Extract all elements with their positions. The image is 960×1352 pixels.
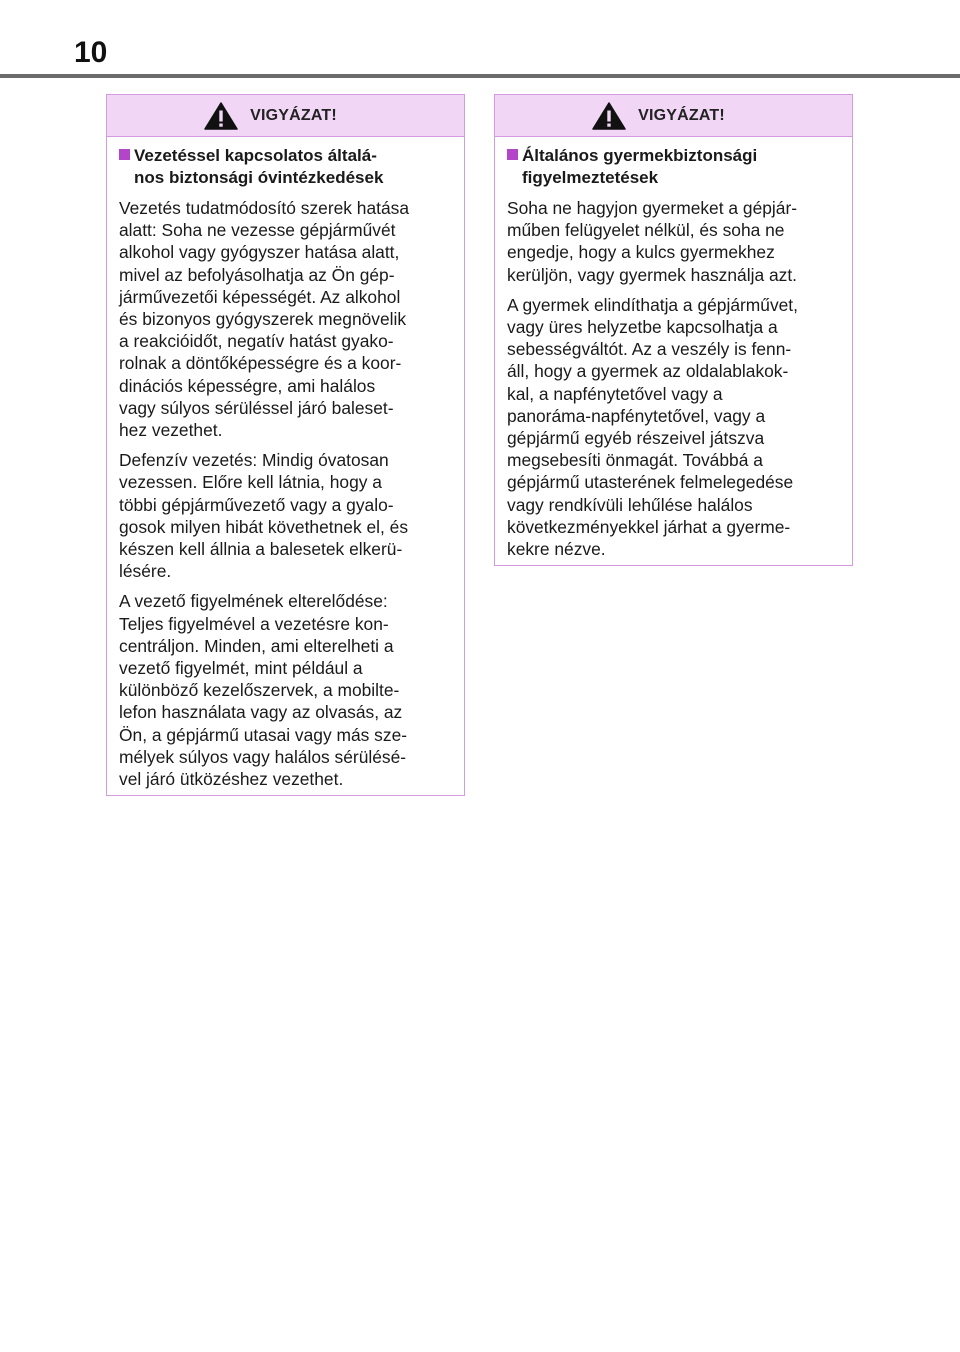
warning-subheading (507, 145, 840, 189)
page-number: 10 (74, 36, 108, 69)
warning-triangle-icon (592, 102, 626, 130)
paragraph-child-hazards: A gyermek elindíthatja a gépjárművet, vagy üres helyzetbe kapcsolhatja a sebességváltót. Az a veszély is fenn- áll, hogy a gyermek az oldalablakok- kal, a napfénytetővel vagy a panoráma-napfénytetővel, vagy a gépjármű egyéb részeivel játszva megsebesíti önmagát. Továbbá a gépjármű utasterének felmelegedése vagy rendkívüli lehűlése halálos következményekkel járhat a gyerme- kekre nézve. (507, 294, 798, 560)
paragraph-defensive-driving: Defenzív vezetés: Mindig óvatosan vezessen. Előre kell látnia, hogy a többi gépjárművezető vagy a gyalo- gosok milyen hibát követhetnek el, és készen kell állnia a balesetek elkerü- lésére. (119, 450, 409, 582)
warning-box-driving-safety (106, 94, 465, 796)
warning-box-child-safety (494, 94, 853, 566)
warning-title: VIGYÁZAT! (638, 106, 725, 124)
square-bullet-icon (119, 149, 130, 160)
warning-triangle-icon (204, 102, 238, 130)
paragraph-unattended-child: Soha ne hagyjon gyermeket a gépjár- műben felügyelet nélkül, és soha ne engedje, hogy a kulcs gyermekhez kerüljön, vagy gyermek használja azt. (507, 198, 798, 285)
warning-subheading (119, 145, 452, 189)
subheading-text: Általános gyermekbiztonsági figyelmeztetések (522, 146, 758, 187)
warning-body (107, 137, 464, 790)
square-bullet-icon (507, 149, 518, 160)
subheading-text: Vezetéssel kapcsolatos általá- nos biztonsági óvintézkedések (134, 146, 384, 187)
warning-header (107, 95, 464, 137)
warning-title: VIGYÁZAT! (250, 106, 337, 124)
header-rule (0, 74, 960, 78)
warning-header (495, 95, 852, 137)
paragraph-intoxicated-driving: Vezetés tudatmódosító szerek hatása alatt: Soha ne vezesse gépjárművét alkohol vagy gyógyszer hatása alatt, mivel az befolyásolhatja az Ön gép- járművezetői képességét. Az alkohol és bizonyos gyógyszerek megnövelik a reakcióidőt, negatív hatást gyako- rolnak a döntőképességre és a koor- dinációs képességre, ami halálos vagy súlyos sérüléssel járó baleset- hez vezethet. (119, 198, 410, 441)
warning-body (495, 137, 852, 560)
paragraph-driver-distraction: A vezető figyelmének elterelődése: Teljes figyelmével a vezetésre kon- centráljon. Minden, ami elterelheti a vezető figyelmét, mint például a különböző kezelőszervek, a mobilte- lefon használata vagy az olvasás, az Ön, a gépjármű utasai vagy más sze- mélyek súlyos vagy halálos sérülésé- vel járó ütközéshez vezethet. (119, 591, 408, 790)
